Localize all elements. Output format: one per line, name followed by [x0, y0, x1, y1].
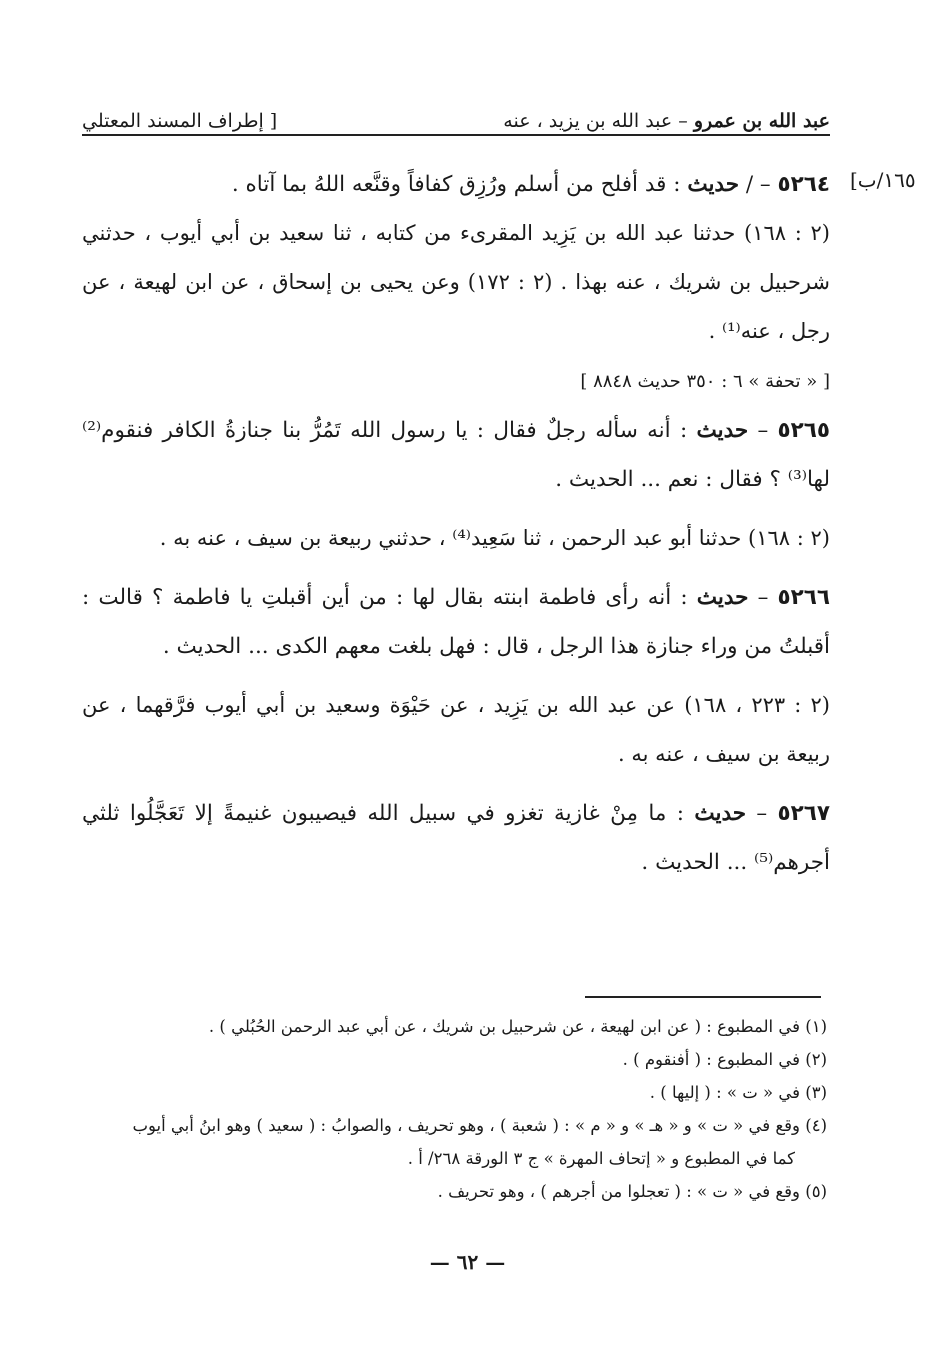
page-number: — ٦٢ — — [429, 1250, 506, 1274]
footnote-1: (١) في المطبوع : ( عن ابن لهيعة ، عن شرحبيل بن شريك ، عن أبي عبد الرحمن الحُبُلي ) . — [208, 1017, 827, 1036]
hadith-number: ٥٢٦٦ — [777, 585, 831, 610]
main-text — [82, 160, 830, 887]
hadith-5267 — [82, 789, 830, 887]
hadith-keyword: حديث — [694, 801, 747, 826]
hadith-text: : أنه رأى فاطمة ابنته بقال لها : من أين أقبلتِ يا فاطمة ؟ قالت : أقبلتُ من وراء جنازة هذا الرجل ، قال : فهل بلغت معهم الكدى ... الحديث . — [82, 585, 830, 659]
hadith-text: : أنه سأله رجلٌ فقال : يا رسول الله تَمُرُّ بنا جنازةُ الكافر فنقوم⁽²⁾ لها⁽³⁾ ؟ فقال : نعم ... الحديث . — [82, 418, 830, 492]
header-right — [503, 110, 830, 132]
hadith-dash: – — [748, 418, 778, 443]
footnote-4: (٤) وقع في « ت » و « هـ » و « م » : ( شعبة ) ، وهو تحريف ، والصوابُ : ( سعيد ) وهو ابنُ أبي أيوب — [132, 1116, 827, 1135]
hadith-5265 — [82, 406, 830, 504]
footnote-3: (٣) في « ت » : ( إليها ) . — [649, 1083, 827, 1102]
hadith-number: ٥٢٦٥ — [777, 418, 830, 443]
hadith-keyword: حديث — [696, 585, 749, 610]
footnote-divider — [585, 996, 821, 998]
hadith-dash: – — [746, 801, 778, 826]
isnad-5266: (٢ : ٢٢٣ ، ١٦٨) عن عبد الله بن يَزِيد ، عن حَيْوَة وسعيد بن أبي أيوب فرَّقهما ، عن ربيعة بن سيف ، عنه به . — [82, 693, 830, 766]
running-header — [82, 98, 830, 132]
footnotes — [82, 1010, 827, 1208]
hadith-dash: – — [748, 585, 778, 610]
hadith-5266 — [82, 573, 830, 671]
hadith-dash: – / — [739, 172, 778, 197]
hadith-keyword: حديث — [696, 418, 749, 443]
header-divider — [82, 134, 830, 136]
header-left: [ إطراف المسند المعتلي — [82, 110, 278, 132]
footnote-2: (٢) في المطبوع : ( أفنقوم ) . — [622, 1050, 827, 1069]
margin-note: ١٦٥/ب] — [850, 168, 916, 192]
hadith-text: : ما مِنْ غازية تغزو في سبيل الله فيصيبون غنيمةً إلا تَعَجَّلُوا ثلثي أجرهم⁽⁵⁾ ... الحديث . — [82, 801, 830, 875]
header-title-rest: – عبد الله بن يزيد ، عنه — [503, 110, 694, 132]
hadith-text: : قد أفلح من أسلم ورُزِق كفافاً وقنَّعه اللهُ بما آتاه . — [231, 172, 688, 197]
header-title-bold: عبد الله بن عمرو — [693, 110, 830, 132]
hadith-5264 — [82, 160, 830, 209]
tuhfa-reference: [ « تحفة » ٦ : ٣٥٠ حديث ٨٨٤٨ ] — [580, 371, 830, 392]
hadith-number: ٥٢٦٤ — [777, 172, 830, 197]
footnote-4-continued: كما في المطبوع و « إتحاف المهرة » ج ٣ الورقة ٢٦٨/ أ . — [407, 1149, 795, 1168]
isnad-5265: (٢ : ١٦٨) حدثنا أبو عبد الرحمن ، ثنا سَعِيد⁽⁴⁾ ، حدثني ربيعة بن سيف ، عنه به . — [159, 526, 830, 550]
hadith-number: ٥٢٦٧ — [777, 801, 830, 826]
hadith-keyword: حديث — [687, 172, 739, 197]
footnote-5: (٥) وقع في « ت » : ( تعجلوا من أجرهم ) ، وهو تحريف . — [437, 1182, 827, 1201]
isnad-5264: (٢ : ١٦٨) حدثنا عبد الله بن يَزِيد المقرىء من كتابه ، ثنا سعيد بن أبي أيوب ، حدثني شرحبيل بن شريك ، عنه بهذا . (٢ : ١٧٢) وعن يحيى بن إسحاق ، عن ابن لهيعة ، عن رجل ، عنه⁽¹⁾ . — [82, 221, 830, 343]
